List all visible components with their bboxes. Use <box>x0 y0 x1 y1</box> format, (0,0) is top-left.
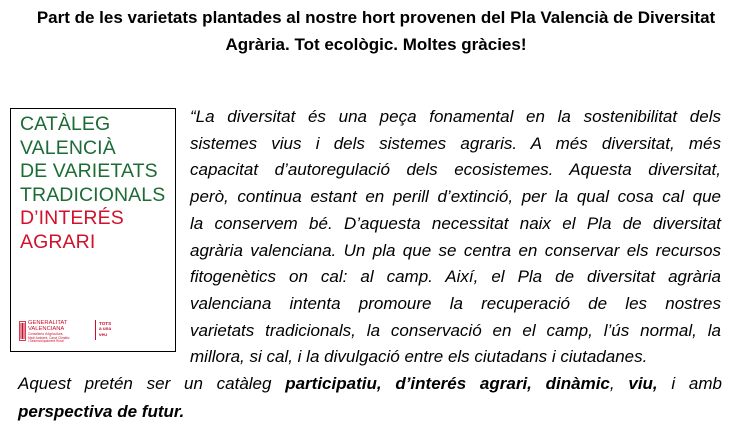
cover-subtitle-line: D’INTERÉS <box>20 207 124 230</box>
slogan-line: TOTS <box>99 321 112 326</box>
slogan-logo <box>99 321 111 337</box>
page-heading <box>0 4 752 58</box>
quote-line: fitogenètics on cal: al camp. Així, el Pla de diversitat agrària <box>190 267 721 287</box>
slogan-line: a una <box>99 326 111 332</box>
slogan-line: veu <box>99 331 107 337</box>
conselleria-name <box>28 333 69 344</box>
generalitat-name <box>28 320 67 333</box>
closing-line-1 <box>18 370 722 398</box>
catalog-cover-image <box>10 108 176 352</box>
quote-line: capacitat d’autoregulació dels ecosistemes. Aquesta diversitat, <box>190 160 721 180</box>
closing-prefix: Aquest pretén ser un catàleg <box>18 374 286 393</box>
quote-line: la conservem bé. D’aquesta necessitat naix el Pla de diversitat <box>190 213 721 233</box>
quote-line: agrària valenciana. Un pla que se centra en conservar els recursos <box>190 240 721 260</box>
closing-paragraph <box>18 370 722 426</box>
closing-separator: , <box>609 374 629 393</box>
closing-connector: i amb <box>657 374 722 393</box>
quote-line: però, continua estant en perill d’extinció, per la qual cosa cal que <box>190 187 721 207</box>
quote-line: varietats tradicionals, la conservació en el camp, l’ús normal, la <box>190 320 721 340</box>
closing-bold-perspective: perspectiva de futur. <box>18 402 185 421</box>
cover-title-line: TRADICIONALS <box>20 183 166 206</box>
quote-line: valenciana intenta promoure la recuperació de les nostres <box>190 293 721 313</box>
catalog-cover-title <box>20 113 165 255</box>
org-line-1: GENERALITAT <box>28 320 68 326</box>
org-line-2: VALENCIANA <box>28 326 65 333</box>
cover-title-line: DE VARIETATS <box>20 160 158 183</box>
dept-line: i Desenvolupament Rural <box>28 339 64 344</box>
quote-paragraph <box>190 104 721 371</box>
closing-line-2 <box>18 398 722 426</box>
cover-title-line: VALENCIÀ <box>20 136 116 159</box>
heading-line-2: Agrària. Tot ecològic. Moltes gràcies! <box>225 35 527 54</box>
dept-line: Medi Ambient, Canvi Climàtic <box>28 335 70 340</box>
cover-subtitle-line: AGRARI <box>20 230 96 253</box>
cover-title-line: CATÀLEG <box>20 113 111 135</box>
generalitat-emblem-icon <box>19 321 26 341</box>
heading-line-1: Part de les varietats plantades al nostre hort provenen del Pla Valencià de Diversitat <box>36 8 716 27</box>
dept-line: Conselleria d'Agricultura, <box>28 332 64 336</box>
closing-bold-keywords: participatiu, d’interés agrari, dinàmic <box>285 374 610 393</box>
footer-divider <box>95 320 96 340</box>
cover-footer <box>19 319 169 345</box>
quote-line: sistemes vius i dels sistemes agraris. A més diversitat, més <box>190 133 721 153</box>
quote-line: “La diversitat és una peça fonamental en la sostenibilitat dels <box>190 107 721 126</box>
quote-line: millora, si cal, i la divulgació entre els ciutadans i ciutadanes. <box>190 347 648 367</box>
closing-bold-viu: viu, <box>628 374 658 393</box>
